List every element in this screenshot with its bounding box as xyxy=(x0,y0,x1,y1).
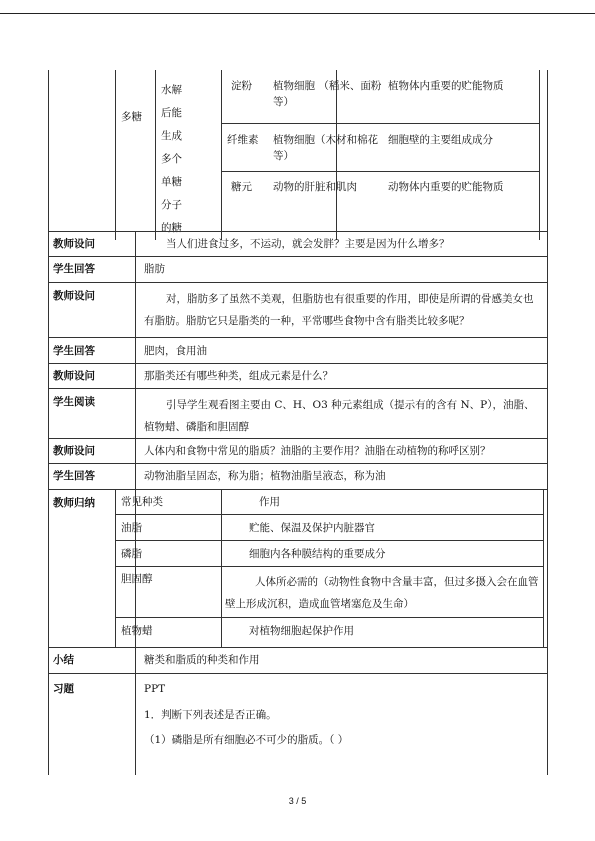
lipid-header-role: 作用 xyxy=(259,496,280,508)
sugar-subtable-left-border xyxy=(115,70,116,240)
sugar-category: 多糖 xyxy=(121,111,142,123)
page-number: 3 / 5 xyxy=(288,796,307,806)
lipid-role: 贮能、保温及保护内脏器官 xyxy=(249,522,375,534)
sugar-subtable-right-border xyxy=(539,70,540,240)
lipid-kind: 胆固醇 xyxy=(121,573,153,585)
summary-label: 教师归纳 xyxy=(53,497,95,509)
lipid-kind: 磷脂 xyxy=(121,548,142,560)
lipid-header-kind: 常见种类 xyxy=(121,496,163,508)
lipid-kind: 油脂 xyxy=(121,522,142,534)
page-top-rule xyxy=(0,13,595,14)
lipid-role: 细胞内各种膜结构的重要成分 xyxy=(249,548,386,560)
lipid-role: 对植物细胞起保护作用 xyxy=(249,625,354,637)
lipid-kind: 植物蜡 xyxy=(121,625,153,637)
lesson-table: 多糖 水解 后能 生成 多个 单糖 分子 的糖 淀粉 植物细胞 （稻米、面粉等） 植物体内重要的贮能物质 纤维素 植物细胞（木材和棉花等） 细胞壁的主要组成成分 糖元 动物的肝脏和肌肉 动物体内重要的贮能物质 教师设问 当人们进食过多，不运动，就会发胖？主要是因为什么增多？ 学生回答 脂肪 教师设问 对，脂肪多了虽然不美观，但脂肪也有很重要的作用，即使是所谓的骨感美女也有脂肪。脂肪它只是脂类的一种，平常哪些食物中含有脂类比较多呢？ 学生回答 肥肉，食用油 教师设问 那脂类还有哪些种类，组成元素是什么？ 学生阅读 引导学生观看图主要由 C、H、O3 种元素组成（提示有的含有 N、P），油脂、植物蜡、磷脂和胆固醇 教师设问 人体内和食物中常见的脂质？油脂的主要作用？油脂在动植物的称呼区别？ 学生回答 动物油脂呈固态，称为脂；植物油脂呈液态，称为油 教师归纳 常见种类 作用 油脂 贮能、保温及保护内脏器官 磷脂 细胞内各种膜结构的重要成分 胆固醇 人体所必需的（动物性食物中含量丰富，但过多摄入会在血管壁上形成沉积，造成血管堵塞危及生命） 植物蜡 对植物细胞起保护作用 小结 糖类和脂质的种类和作用 习题 PPT 1．判断下列表述是否正确。 （1）磷脂是所有细胞必不可少的脂质。（ ） xyxy=(48,70,548,775)
lipid-role: 人体所必需的（动物性食物中含量丰富，但过多摄入会在血管壁上形成沉积，造成血管堵塞危及生命） xyxy=(225,576,539,610)
